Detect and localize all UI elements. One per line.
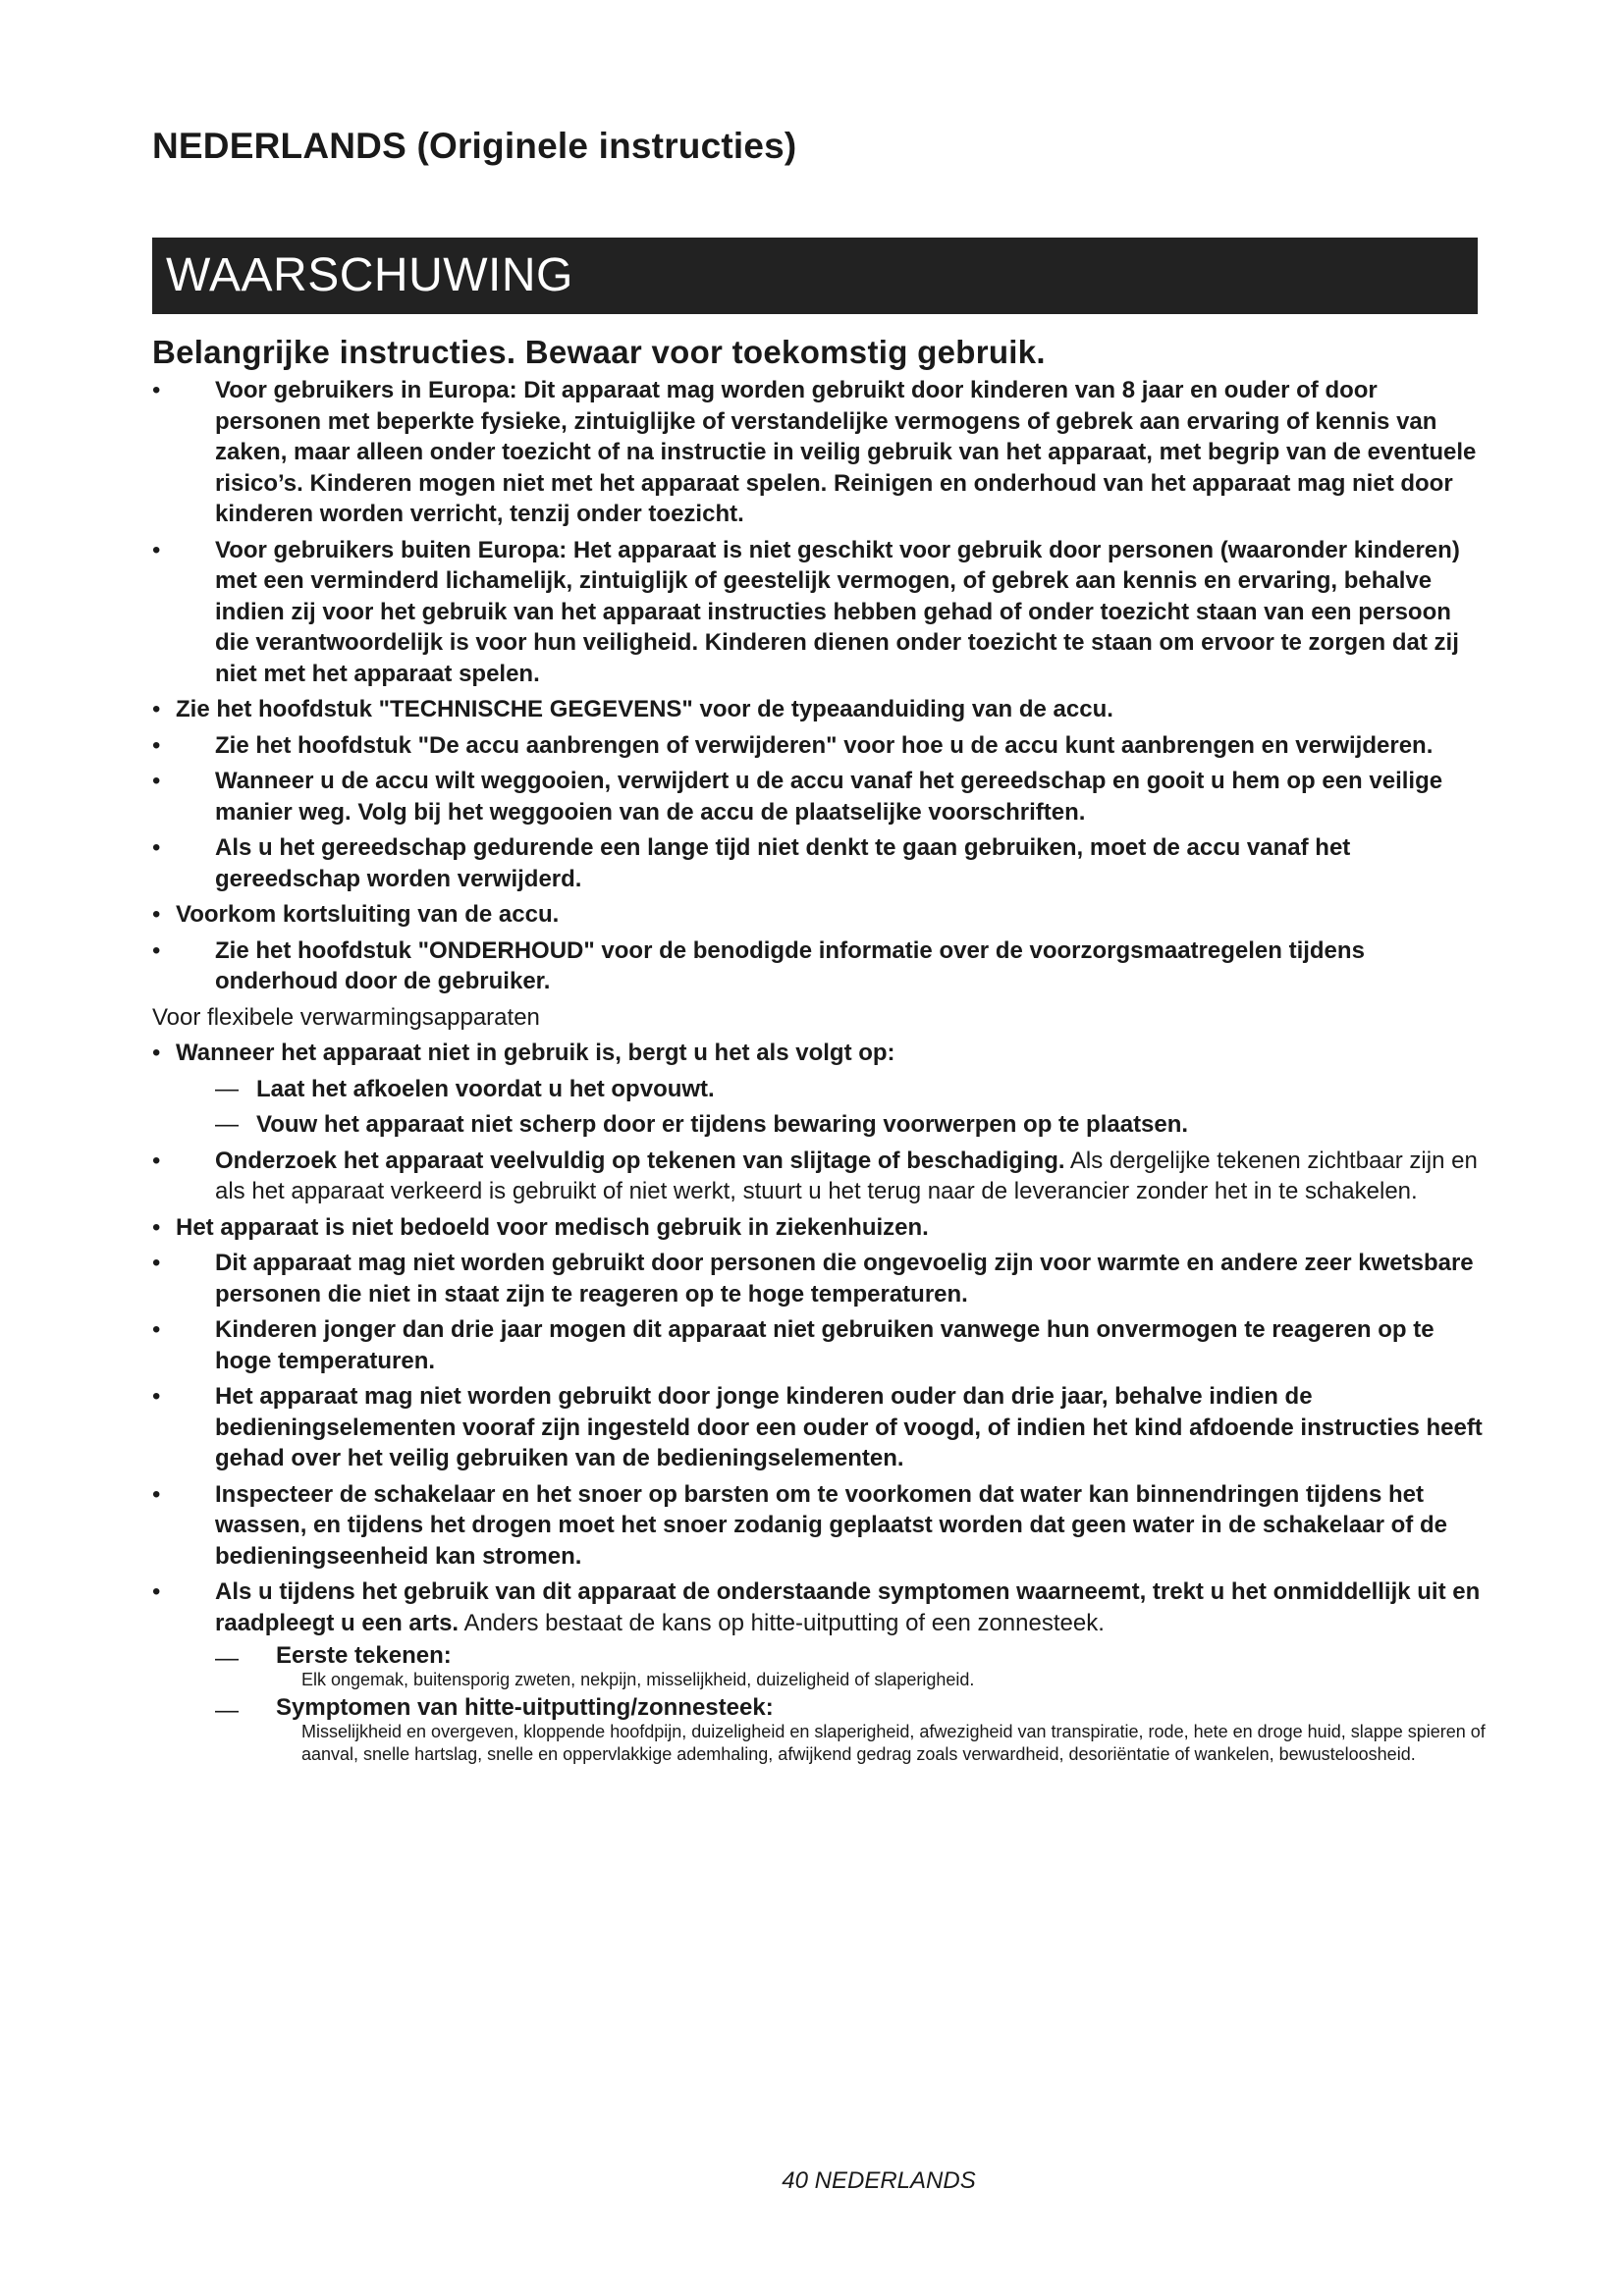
item-text: Het apparaat is niet bedoeld voor medisch gebruik in ziekenhuizen. xyxy=(176,1213,929,1241)
warning-content xyxy=(152,375,1488,1770)
heater-warnings-list-2 xyxy=(152,1146,1488,1639)
list-item xyxy=(152,1038,1488,1069)
symptom-text: Elk ongemak, buitensporig zweten, nekpijn, misselijkheid, duizeligheid of slaperigheid. xyxy=(301,1670,975,1689)
bullet-icon: • xyxy=(152,1213,161,1241)
item-text: Kinderen jonger dan drie jaar mogen dit apparaat niet gebruiken vanwege hun onvermogen te reageren op te hoge temperaturen. xyxy=(215,1316,1435,1374)
bullet-icon: • xyxy=(152,1480,161,1508)
bullet-icon: • xyxy=(152,1578,161,1605)
bullet-icon: • xyxy=(152,936,161,964)
item-text: Zie het hoofdstuk "De accu aanbrengen of verwijderen" voor hoe u de accu kunt aanbrengen en verwijderen. xyxy=(215,731,1434,759)
list-item xyxy=(152,766,1488,828)
bullet-icon: • xyxy=(152,1383,161,1410)
dash-icon: — xyxy=(215,1075,239,1102)
warning-banner: WAARSCHUWING xyxy=(152,238,1478,314)
item-text: Voor gebruikers buiten Europa: Het apparaat is niet geschikt voor gebruik door personen (waaronder kinderen) met een verminderd lichamelijk, zintuiglijk of geestelijk vermogen, of gebrek aan kennis en ervaring, behalve indien zij voor het gebruik van het apparaat instructies hebben gehad of onder toezicht staan van een persoon die verantwoordelijk is voor hun veiligheid. Kinderen dienen onder toezicht te staan om ervoor te zorgen dat zij niet met het apparaat spelen. xyxy=(215,536,1460,687)
storage-step: — Vouw het apparaat niet scherp door er tijdens bewaring voorwerpen op te plaatsen. xyxy=(152,1109,1488,1141)
warning-subtitle: Belangrijke instructies. Bewaar voor toekomstig gebruik. xyxy=(152,334,1046,370)
bullet-icon: • xyxy=(152,377,161,403)
storage-intro: Wanneer het apparaat niet in gebruik is, bergt u het als volgt op: xyxy=(176,1040,895,1066)
list-item xyxy=(152,1248,1488,1309)
list-item xyxy=(152,730,1488,762)
list-item xyxy=(152,832,1488,894)
item-text: Wanneer u de accu wilt weggooien, verwijdert u de accu vanaf het gereedschap en gooit u hem op een veilige manier weg. Volg bij het weggooien van de accu de plaatselijke voorschriften. xyxy=(215,768,1443,826)
page-heading: NEDERLANDS (Originele instructies) xyxy=(152,126,797,166)
symptom-text: Misselijkheid en overgeven, kloppende hoofdpijn, duizeligheid en slaperigheid, afwezigheid van transpiratie, rode, hete en droge huid, slappe spieren of aanval, snelle hartslag, snelle en oppervlakkige ademhaling, afwijkend gedrag zoals verwardheid, desoriëntatie of wankelen, bewusteloosheid. xyxy=(301,1722,1486,1764)
dash-icon: — xyxy=(215,1645,239,1672)
item-text: Dit apparaat mag niet worden gebruikt door personen die ongevoelig zijn voor warmte en andere zeer kwetsbare personen die niet in staat zijn te reageren op te hoge temperaturen. xyxy=(215,1250,1474,1308)
bullet-icon: • xyxy=(152,731,161,759)
bullet-icon: • xyxy=(152,1040,161,1066)
item-text: Zie het hoofdstuk "TECHNISCHE GEGEVENS" voor de typeaanduiding van de accu. xyxy=(176,696,1113,722)
list-item xyxy=(152,535,1488,690)
page-footer: 40 NEDERLANDS xyxy=(782,2167,976,2194)
bullet-icon: • xyxy=(152,834,161,861)
item-text: Voor gebruikers in Europa: Dit apparaat mag worden gebruikt door kinderen van 8 jaar en ouder of door personen met beperkte fysieke, zintuiglijke of verstandelijke vermogens of gebrek aan ervaring of kennis van zaken, maar alleen onder toezicht of na instructie in veilig gebruik van het apparaat, met begrip van de eventuele risico’s. Kinderen mogen niet met het apparaat spelen. Reinigen en onderhoud van het apparaat mag niet door kinderen worden verricht, tenzij onder toezicht. xyxy=(215,377,1477,527)
dash-icon: — xyxy=(215,1697,239,1724)
item-text: Inspecteer de schakelaar en het snoer op barsten om te voorkomen dat water kan binnendringen tijdens het wassen, en tijdens het drogen moet het snoer zodanig geplaatst worden dat geen water in de schakelaar of de bedieningseenheid kan stromen. xyxy=(215,1480,1447,1570)
bullet-icon: • xyxy=(152,1147,161,1174)
dash-icon: — xyxy=(215,1111,239,1138)
item-text: Als u het gereedschap gedurende een lange tijd niet denkt te gaan gebruiken, moet de accu vanaf het gereedschap worden verwijderd. xyxy=(215,834,1351,892)
section-heading: Voor flexibele verwarmingsapparaten xyxy=(152,1003,540,1031)
general-warnings-list xyxy=(152,375,1488,997)
bullet-icon: • xyxy=(152,536,161,563)
list-item xyxy=(152,1381,1488,1474)
bullet-icon: • xyxy=(152,1250,161,1276)
symptom-title: Symptomen van hitte-uitputting/zonnesteek: xyxy=(276,1694,774,1721)
list-item xyxy=(152,1212,1488,1244)
list-item: • Onderzoek het apparaat veelvuldig op tekenen van slijtage of beschadiging. Als dergelijke tekenen zichtbaar zijn en als het apparaat verkeerd is gebruikt of niet werkt, stuurt u het terug naar de leverancier zonder het in te schakelen. xyxy=(152,1147,1478,1204)
list-item xyxy=(152,375,1488,530)
item-text: Het apparaat mag niet worden gebruikt door jonge kinderen ouder dan drie jaar, behalve indien de bedieningselementen vooraf zijn ingesteld door een ouder of voogd, of indien het kind afdoende instructies heeft gehad over het veilig gebruiken van de bedieningselementen. xyxy=(215,1383,1483,1471)
item-text: Zie het hoofdstuk "ONDERHOUD" voor de benodigde informatie over de voorzorgsmaatregelen tijdens onderhoud door de gebruiker. xyxy=(215,936,1365,994)
list-item xyxy=(152,694,1488,725)
symptom-group xyxy=(152,1643,1488,1691)
storage-step: — Laat het afkoelen voordat u het opvouwt. xyxy=(152,1074,1488,1105)
item-text: Voorkom kortsluiting van de accu. xyxy=(176,901,560,928)
list-item xyxy=(152,935,1488,997)
list-item: • Als u tijdens het gebruik van dit apparaat de onderstaande symptomen waarneemt, trekt u het onmiddellijk uit en raadpleegt u een arts. Anders bestaat de kans op hitte-uitputting of een zonnesteek. xyxy=(152,1578,1481,1636)
list-item xyxy=(152,899,1488,931)
list-item xyxy=(152,1479,1488,1573)
bullet-icon: • xyxy=(152,901,161,928)
bullet-icon: • xyxy=(152,696,161,722)
list-item xyxy=(152,1314,1488,1376)
symptom-title: Eerste tekenen: xyxy=(276,1642,452,1669)
heater-warnings-list xyxy=(152,1038,1488,1069)
symptom-group xyxy=(152,1695,1488,1766)
bullet-icon: • xyxy=(152,768,161,794)
bullet-icon: • xyxy=(152,1316,161,1343)
